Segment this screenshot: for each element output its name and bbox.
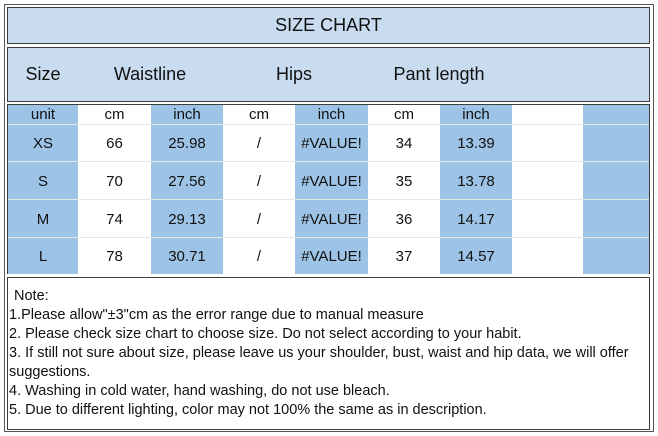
- table-cell: [512, 162, 583, 200]
- table-cell: #VALUE!: [295, 162, 368, 200]
- table-row: [8, 124, 649, 162]
- units-cell: inch: [295, 105, 368, 124]
- table-cell: [583, 200, 649, 238]
- column-header-bar: [7, 47, 650, 102]
- header-pant-length: Pant length: [393, 64, 485, 84]
- table-cell: #VALUE!: [295, 125, 368, 162]
- table-cell: /: [223, 162, 295, 200]
- table-cell: 66: [78, 125, 151, 162]
- table-row: [8, 237, 649, 274]
- chart-title: SIZE CHART: [7, 7, 650, 44]
- table-cell: 74: [78, 200, 151, 238]
- table-cell: /: [223, 125, 295, 162]
- units-cell: [512, 105, 583, 124]
- units-cell: inch: [151, 105, 223, 124]
- units-cell: cm: [78, 105, 151, 124]
- table-cell: [512, 238, 583, 274]
- table-cell: [583, 238, 649, 274]
- table-cell: 34: [368, 125, 440, 162]
- units-row: [8, 105, 649, 124]
- note-line: 5. Due to different lighting, color may not 100% the same as in description.: [9, 402, 487, 418]
- table-cell: 29.13: [151, 200, 223, 238]
- units-cell: cm: [368, 105, 440, 124]
- table-cell: [583, 162, 649, 200]
- size-label: L: [8, 238, 78, 274]
- table-row: [8, 199, 649, 238]
- table-cell: 14.57: [440, 238, 512, 274]
- table-cell: 27.56: [151, 162, 223, 200]
- table-cell: 25.98: [151, 125, 223, 162]
- table-cell: /: [223, 200, 295, 238]
- size-label: XS: [8, 125, 78, 162]
- table-cell: 36: [368, 200, 440, 238]
- note-line: 4. Washing in cold water, hand washing, do not use bleach.: [9, 383, 390, 399]
- table-cell: 13.78: [440, 162, 512, 200]
- table-cell: 13.39: [440, 125, 512, 162]
- header-hips: Hips: [275, 64, 313, 84]
- size-table: [7, 104, 650, 274]
- note-line: 3. If still not sure about size, please leave us your shoulder, bust, waist and hip data, we will offer suggestions.: [9, 345, 629, 380]
- note-line: 1.Please allow"±3"cm as the error range due to manual measure: [9, 307, 424, 323]
- table-row: [8, 161, 649, 200]
- table-cell: #VALUE!: [295, 238, 368, 274]
- size-label: M: [8, 200, 78, 238]
- units-cell: cm: [223, 105, 295, 124]
- table-cell: [583, 125, 649, 162]
- notes-heading: Note:: [14, 288, 49, 304]
- table-cell: 70: [78, 162, 151, 200]
- size-label: S: [8, 162, 78, 200]
- table-cell: 30.71: [151, 238, 223, 274]
- table-cell: 37: [368, 238, 440, 274]
- units-cell: [583, 105, 649, 124]
- table-cell: [512, 200, 583, 238]
- notes-box: [7, 277, 650, 430]
- table-cell: [512, 125, 583, 162]
- note-line: 2. Please check size chart to choose size. Do not select according to your habit.: [9, 326, 522, 342]
- units-cell: unit: [8, 105, 78, 124]
- units-cell: inch: [440, 105, 512, 124]
- table-cell: 35: [368, 162, 440, 200]
- table-cell: /: [223, 238, 295, 274]
- header-size: Size: [25, 64, 61, 84]
- table-cell: 78: [78, 238, 151, 274]
- table-cell: 14.17: [440, 200, 512, 238]
- header-waistline: Waistline: [113, 64, 187, 84]
- table-cell: #VALUE!: [295, 200, 368, 238]
